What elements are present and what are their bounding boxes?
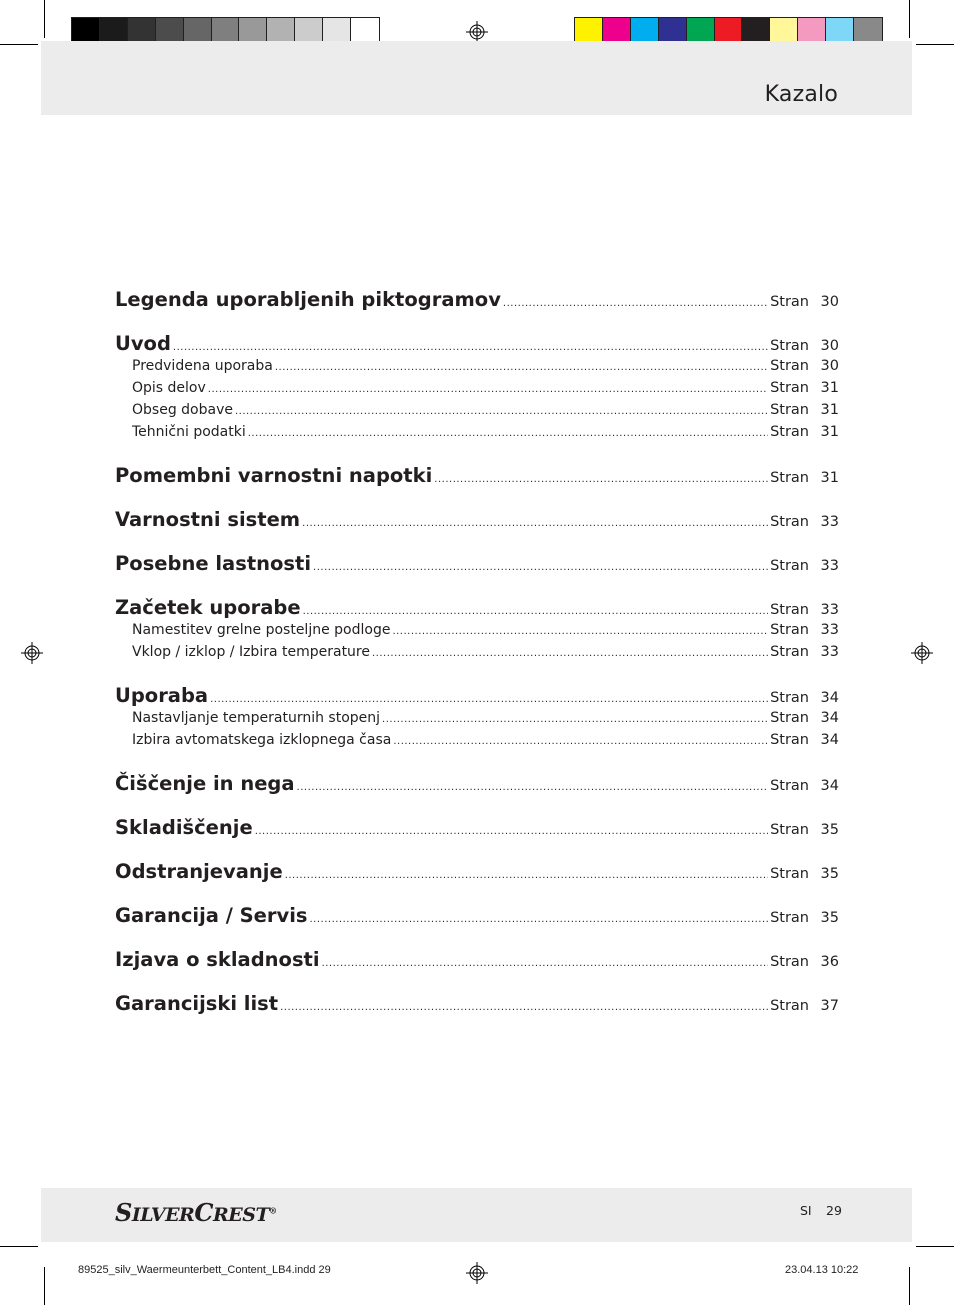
toc-entry-label: Pomembni varnostni napotki — [115, 464, 433, 487]
crop-mark — [909, 1267, 910, 1305]
toc-section-entry[interactable] — [115, 332, 839, 358]
dot-leader — [275, 362, 768, 373]
toc-subsection-entry[interactable] — [115, 424, 839, 446]
toc-section-entry[interactable] — [115, 816, 839, 842]
toc-entry-label: Odstranjevanje — [115, 860, 283, 883]
dot-leader — [302, 518, 768, 529]
toc-section-entry[interactable] — [115, 860, 839, 886]
toc-page-number: 35 — [820, 822, 839, 838]
toc-entry-label: Predvidena uporaba — [132, 358, 273, 374]
toc-page-word: Stran — [770, 998, 809, 1014]
toc-page-word: Stran — [770, 822, 809, 838]
toc-entry-label: Začetek uporabe — [115, 596, 301, 619]
toc-entry-label: Uvod — [115, 332, 171, 355]
registration-mark-icon — [911, 642, 933, 664]
toc-entry-label: Namestitev grelne posteljne podloge — [132, 622, 391, 638]
dot-leader — [322, 958, 769, 969]
toc-page-word: Stran — [770, 338, 809, 354]
toc-page-word: Stran — [770, 644, 809, 660]
crop-mark — [44, 0, 45, 38]
toc-entry-label: Čiščenje in nega — [115, 772, 295, 795]
crop-mark — [916, 1246, 954, 1247]
toc-section-entry[interactable] — [115, 288, 839, 314]
toc-subsection-entry[interactable] — [115, 622, 839, 644]
dot-leader — [372, 648, 768, 659]
toc-page-number: 31 — [820, 470, 839, 486]
toc-page-word: Stran — [770, 402, 809, 418]
toc-entry-label: Garancija / Servis — [115, 904, 308, 927]
toc-entry-label: Posebne lastnosti — [115, 552, 312, 575]
toc-section-entry[interactable] — [115, 948, 839, 974]
slug-file-name: 89525_silv_Waermeunterbett_Content_LB4.indd 29 — [78, 1264, 331, 1276]
toc-section-entry[interactable] — [115, 508, 839, 534]
dot-leader — [313, 562, 768, 573]
dot-leader — [382, 714, 768, 725]
dot-leader — [393, 736, 768, 747]
dot-leader — [235, 406, 768, 417]
dot-leader — [503, 298, 768, 309]
toc-section-entry[interactable] — [115, 684, 839, 710]
toc-page-number: 34 — [820, 732, 839, 748]
crop-mark — [916, 44, 954, 45]
page-title: Kazalo — [764, 82, 838, 107]
toc-entry-label: Varnostni sistem — [115, 508, 301, 531]
crop-mark — [909, 0, 910, 38]
toc-page-number: 35 — [820, 910, 839, 926]
toc-entry-label: Obseg dobave — [132, 402, 233, 418]
toc-page-number: 33 — [820, 644, 839, 660]
toc-page-number: 34 — [820, 690, 839, 706]
toc-page-number: 30 — [820, 294, 839, 310]
toc-page-word: Stran — [770, 778, 809, 794]
toc-page-word: Stran — [770, 910, 809, 926]
toc-section-entry[interactable] — [115, 552, 839, 578]
dot-leader — [248, 428, 768, 439]
dot-leader — [255, 826, 768, 837]
toc-page-number: 31 — [820, 380, 839, 396]
table-of-contents — [115, 288, 839, 1018]
registration-mark-icon — [466, 1262, 488, 1284]
silvercrest-logo: SILVERCREST® — [115, 1198, 277, 1227]
toc-entry-label: Skladiščenje — [115, 816, 253, 839]
toc-section-entry[interactable] — [115, 904, 839, 930]
toc-page-word: Stran — [770, 470, 809, 486]
toc-entry-label: Vklop / izklop / Izbira temperature — [132, 644, 370, 660]
toc-subsection-entry[interactable] — [115, 710, 839, 732]
dot-leader — [392, 626, 768, 637]
toc-page-word: Stran — [770, 954, 809, 970]
toc-page-word: Stran — [770, 602, 809, 618]
crop-mark — [0, 44, 38, 45]
toc-subsection-entry[interactable] — [115, 402, 839, 424]
dot-leader — [208, 384, 768, 395]
toc-page-word: Stran — [770, 710, 809, 726]
toc-page-word: Stran — [770, 380, 809, 396]
toc-page-word: Stran — [770, 690, 809, 706]
toc-page-number: 30 — [820, 358, 839, 374]
dot-leader — [285, 870, 768, 881]
toc-page-word: Stran — [770, 424, 809, 440]
toc-page-number: 33 — [820, 622, 839, 638]
dot-leader — [303, 606, 768, 617]
toc-entry-label: Legenda uporabljenih piktogramov — [115, 288, 501, 311]
toc-page-word: Stran — [770, 558, 809, 574]
toc-subsection-entry[interactable] — [115, 358, 839, 380]
toc-page-word: Stran — [770, 732, 809, 748]
language-code: SI — [800, 1203, 812, 1218]
toc-page-word: Stran — [770, 294, 809, 310]
toc-section-entry[interactable] — [115, 464, 839, 490]
slug-date-time: 23.04.13 10:22 — [785, 1264, 859, 1276]
toc-page-word: Stran — [770, 514, 809, 530]
toc-entry-label: Nastavljanje temperaturnih stopenj — [132, 710, 381, 726]
toc-entry-label: Opis delov — [132, 380, 206, 396]
toc-entry-label: Izjava o skladnosti — [115, 948, 320, 971]
toc-page-number: 33 — [820, 602, 839, 618]
toc-page-number: 37 — [820, 998, 839, 1014]
dot-leader — [173, 342, 768, 353]
toc-page-number: 34 — [820, 710, 839, 726]
dot-leader — [280, 1002, 768, 1013]
toc-entry-label: Tehnični podatki — [132, 424, 246, 440]
toc-entry-label: Izbira avtomatskega izklopnega časa — [132, 732, 392, 748]
toc-page-number: 36 — [820, 954, 839, 970]
registration-mark-icon — [21, 642, 43, 664]
toc-page-number: 33 — [820, 558, 839, 574]
dot-leader — [210, 694, 768, 705]
toc-section-entry[interactable] — [115, 992, 839, 1018]
toc-subsection-entry[interactable] — [115, 732, 839, 754]
toc-entry-label: Garancijski list — [115, 992, 279, 1015]
toc-page-number: 35 — [820, 866, 839, 882]
toc-page-number: 33 — [820, 514, 839, 530]
registration-mark-icon — [466, 21, 488, 43]
toc-section-entry[interactable] — [115, 772, 839, 798]
toc-page-word: Stran — [770, 622, 809, 638]
toc-page-number: 31 — [820, 424, 839, 440]
dot-leader — [434, 474, 768, 485]
toc-subsection-entry[interactable] — [115, 380, 839, 402]
dot-leader — [310, 914, 769, 925]
dot-leader — [297, 782, 769, 793]
toc-page-number: 34 — [820, 778, 839, 794]
page-number: 29 — [826, 1203, 842, 1218]
toc-subsection-entry[interactable] — [115, 644, 839, 666]
toc-page-number: 31 — [820, 402, 839, 418]
toc-section-entry[interactable] — [115, 596, 839, 622]
toc-page-number: 30 — [820, 338, 839, 354]
toc-entry-label: Uporaba — [115, 684, 209, 707]
crop-mark — [0, 1246, 38, 1247]
toc-page-word: Stran — [770, 358, 809, 374]
toc-page-word: Stran — [770, 866, 809, 882]
crop-mark — [44, 1267, 45, 1305]
